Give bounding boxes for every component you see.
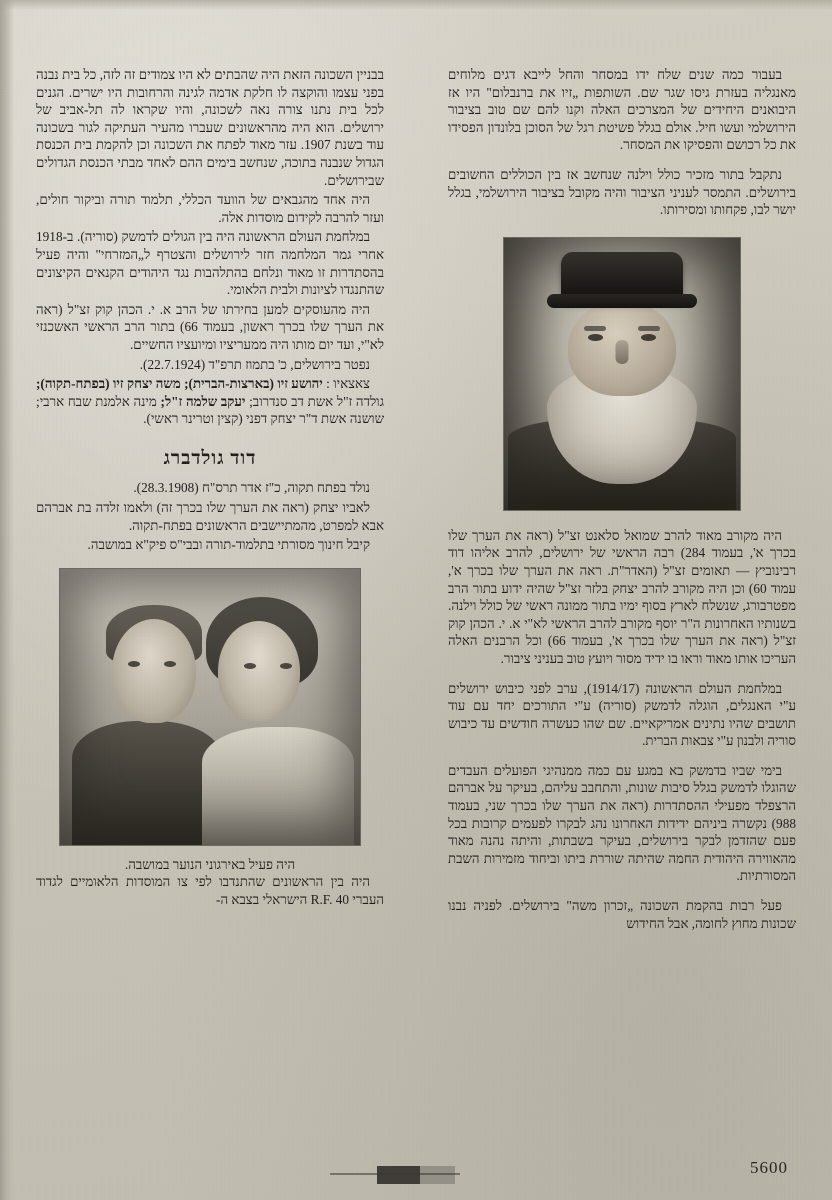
scan-artifact-line	[330, 1173, 460, 1175]
photo-vignette	[60, 569, 360, 845]
descendant-name: מינה אלמנת שבח ארבי;	[36, 393, 157, 409]
paragraph: היה אחד מהגבאים של הוועד הכללי, תלמוד תורה וביקור חולים, ועזר להרבה לקידום מוסדות אלה.	[36, 192, 384, 225]
paragraph: היה בין הראשונים שהתנדבו לפי צו המוסדות הלאומיים לגדוד העברי R.F. 40 הישראלי בצבא ה-	[36, 874, 384, 908]
portrait-bearded-man-photo	[503, 237, 741, 511]
page-edge-shadow-top	[0, 0, 832, 10]
paragraph: בימי שביו בדמשק בא במגע עם כמה ממנהיגי הפועלים העבדים שהוגלו לדמשק בגלל סיבות שונות, והתחבב עליהם, בעיקר על אברהם הרצפלד מפעילי ההסתדרות (ראה את הערך שלו בכרך שני, בעמוד 988) נקשרה ביניהם ידידות האחרונו נהג לבקרו לפעמים קרובות בכל פעם שהזדמן לבקר בירושלים, בעיקר בשבתות, והיתה נהנה מאוד מהאווירה היהודית החמה שהיתה שוררת ביתו וביחוד מזמירות השבת המסורתיות.	[448, 762, 796, 884]
paragraph: פעל רבות בהקמת השכונה „זכרון משה" בירושלים. לפניה נבנו שכונות מחוץ לחומה, אבל החידוש	[448, 898, 796, 931]
paragraph: נולד בפתח תקוה, כ"ז אדר תרס"ח (28.3.1908).	[133, 480, 370, 496]
descendants-list	[36, 375, 384, 428]
descendant-name: יהושע זיו (בארצות-הברית);	[180, 376, 323, 392]
paragraph: לאביו יצחק (ראה את הערך שלו בכרך זה) ולאמו זלדה בת אברהם אבא למפרט, מהמתיישבים הראשונים בפתח-תקוה.	[36, 500, 384, 533]
descendant-name: שושנה אשת ד"ר יצחק דפני (קצין וטרינר ראשי).	[143, 411, 384, 427]
entry-heading: דוד גולדברג	[163, 447, 257, 469]
descendant-name: גולדה ז"ל אשת דב סנדרוב;	[245, 393, 384, 409]
couple-photo	[59, 568, 361, 846]
paragraph: בעבור כמה שנים שלח ידו במסחר והחל לייבא דגים מלוחים מאנגליה בעזרת גיסו שגר שם. השותפות „זיו את ברנבלום" היו אז היבואנים היחידים של המצרכים האלה וקנו להם שם טוב בציבור הירושלמי ועשו חיל. אולם בגלל פשיטת רגל של הסוכן בלונדון הפסידו את כל רכושם והפסיקו את המסחר.	[448, 67, 796, 153]
paragraph: במלחמת העולם הראשונה היה בין הגולים לדמשק (סוריה). ב-1918 אחרי גמר המלחמה חזר לירושלים והצטרף ל„המזרחי" והיה פעיל בהסתדרות זו מאוד ונלחם בהתלהבות נגד היהודים הקנאים הקיצונים שהתנגדו לציונות ולבית הלאומי.	[36, 229, 384, 298]
page-number: 5600	[750, 1158, 788, 1177]
column-right	[448, 66, 796, 934]
photo-vignette	[504, 238, 740, 510]
paragraph: בבניין השכונה הזאת היה שהבתים לא היו צמודים זה לזה, כל בית נבנה בפני עצמו והוקצה לו חלקת אדמה לגינה והרחובות היו ישרים. הגנים לכל בית נתנו צורה נאה לשכונה, והיו שקראו לה תל-אביב של ירושלים. הוא היה מהראשונים שעברו מהעיר העתיקה לגור בשכונה עוד בשנת 1907. עזר מאוד לפתח את השכונה וכן להקמת בית הכנסת הגדול שנבנה בתוכה, שנחשב בימים ההם לאחד מבתי הכנסת הגדולים שבירושלים.	[36, 67, 384, 188]
scan-artifact-mark	[377, 1166, 455, 1184]
paragraph: קיבל חינוך מסורתי בתלמוד-תורה ובבי"ס פיק"א במושבה.	[87, 537, 370, 553]
paragraph: היה מהעוסקים למען בחירתו של הרב א. י. הכהן קוק זצ"ל (ראה את הערך שלו בכרך ראשון, בעמוד 66) בתור הרב הראשי האשכנזי לא"י, ועד יום מותו היה ממעריציו ומיועציו החשיים.	[36, 301, 384, 352]
photo-caption: היה פעיל באירגוני הנוער במושבה.	[124, 856, 296, 872]
paragraph: במלחמת העולם הראשונה (1914/17), ערב לפני כיבוש ירושלים ע"י האנגלים, הוגלה לדמשק (סוריה) ע"י התורכים יחד עם עוד תושבים שהיו נתינים אמריקאיים. שם שהו כעשרה חודשים עד כיבוש סוריה ולבנון ע"י צבאות הברית.	[448, 680, 796, 749]
paragraph: נתקבל בתור מזכיר כולל וילנה שנחשב אז בין הכוללים החשובים בירושלים. התמסר לעניני הציבור והיה מקובל בציבור הירושלמי, בגלל יושר לבו, פקחותו ומסירותו.	[448, 166, 796, 218]
column-left	[36, 66, 384, 911]
descendants-prefix: צאצאיו :	[322, 376, 371, 392]
descendant-name: יעקב שלמה ז"ל;	[156, 393, 246, 409]
paragraph: נפטר בירושלים, כ' בתמוז תרפ"ד (22.7.1924).	[139, 356, 370, 372]
descendant-name: משה יצחק זיו (בפתח-תקוה);	[36, 376, 181, 392]
paragraph: היה מקורב מאוד להרב שמואל סלאנט זצ"ל (ראה את הערך שלו בכרך א', בעמוד 284) רבה הראשי של ירושלים, להרב אליהו דוד רבינוביץ — תאומים זצ"ל (האדר"ת. ראה את הערך שלו בכרך א', עמוד 60) וכן היה מקורב להרב יצחק בלזר זצ"ל שהיה ידוע בתור הרב מפטרבורג, שנשלח לארץ בסוף ימיו בתור ממונה ראשי של כולל וילנה. בשנותיו האחרונות ה"ר יוסף מקורב להרב הראשי לא"י א. י. הכהן קוק זצ"ל (ראה את הערך שלו בכרך א', בעמוד 66) וכל הרבנים האלה העריכו אותו מאוד וראו בו ידיד מסור ויועץ טוב בעניני ציבור.	[448, 527, 797, 666]
page-edge-shadow-left	[0, 0, 14, 1200]
two-column-text-body	[36, 66, 796, 1126]
